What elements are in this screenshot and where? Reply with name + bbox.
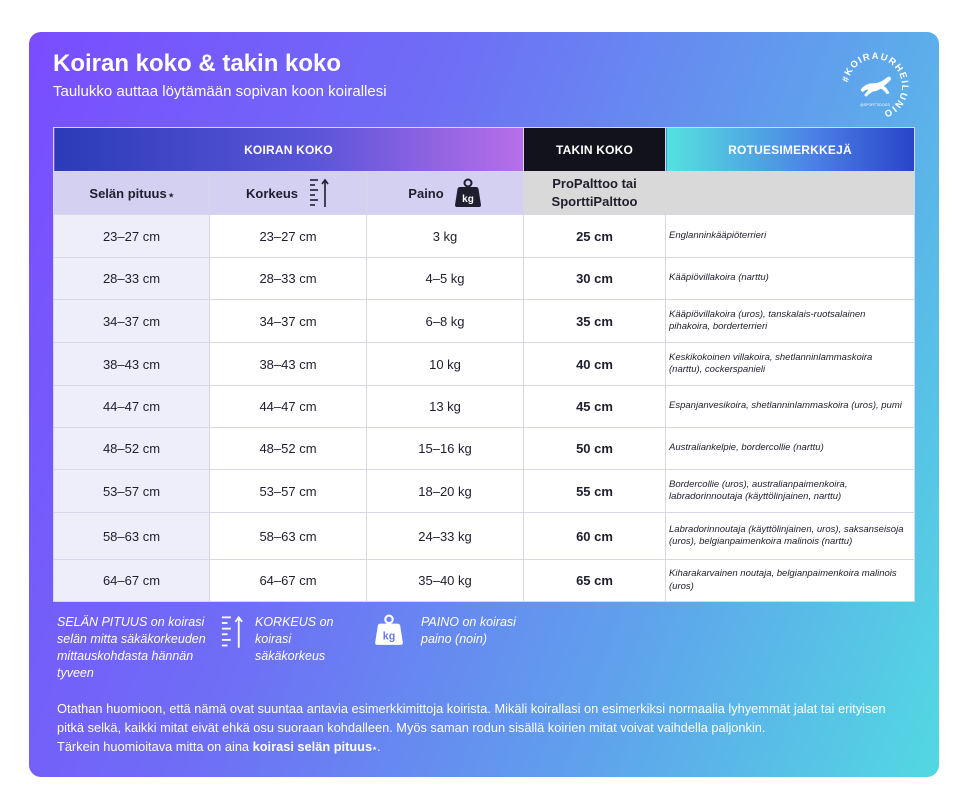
- weight-kg-legend-icon: [374, 614, 404, 646]
- back-length-cell: 48–52 cm: [54, 428, 210, 470]
- coat-size-cell: 50 cm: [524, 428, 666, 470]
- back-length-cell: 34–37 cm: [54, 300, 210, 343]
- weight-cell: 6–8 kg: [367, 300, 524, 343]
- table-row: [54, 470, 915, 513]
- breed-examples-cell: Kääpiövillakoira (narttu): [666, 258, 915, 300]
- weight-kg-icon: [454, 178, 482, 208]
- table-row: [54, 343, 915, 386]
- note-line-2: pitkä selkä, kaikki mitat eivät ehkä osu suoraan kohdalleen. Myös saman rodun sisällä koirien mitat voivat vaihdella paljonkin.: [57, 720, 766, 735]
- column-header-row: [54, 172, 915, 215]
- note-emphasis: koirasi selän pituus: [252, 739, 373, 754]
- coat-size-cell: 25 cm: [524, 215, 666, 258]
- coat-model-header: [524, 172, 666, 215]
- note-line-3-prefix: Tärkein huomioitava mitta on aina: [57, 739, 253, 754]
- height-legend: KORKEUS on koirasi säkäkorkeus: [255, 615, 334, 663]
- size-table: [53, 127, 915, 602]
- weight-icon-label: kg: [461, 194, 474, 205]
- height-header: [210, 172, 367, 215]
- table-row: [54, 300, 915, 343]
- weight-cell: 15–16 kg: [367, 428, 524, 470]
- back-length-cell: 38–43 cm: [54, 343, 210, 386]
- coat-size-cell: 55 cm: [524, 470, 666, 513]
- coat-size-cell: 60 cm: [524, 513, 666, 560]
- back-length-cell: 23–27 cm: [54, 215, 210, 258]
- height-label: Korkeus: [245, 185, 299, 201]
- weight-cell: 10 kg: [367, 343, 524, 386]
- weight-cell: 18–20 kg: [367, 470, 524, 513]
- weight-cell: 13 kg: [367, 386, 524, 428]
- running-dog-icon: [861, 77, 892, 97]
- page-title: Koiran koko & takin koko: [53, 50, 342, 77]
- logo-text: #KOIRAURHEILUNIO: [840, 50, 911, 120]
- back-length-cell: 28–33 cm: [54, 258, 210, 300]
- coat-size-header: TAKIN KOKO: [524, 128, 666, 172]
- star-icon: ⭑: [168, 189, 174, 200]
- height-cell: 58–63 cm: [210, 513, 367, 560]
- disclaimer-note: [57, 699, 917, 758]
- breed-subheader: [666, 172, 915, 215]
- weight-label: Paino: [408, 185, 444, 201]
- coat-model-label: ProPalttoo tai SporttiPalttoo: [551, 176, 638, 209]
- coat-size-cell: 45 cm: [524, 386, 666, 428]
- page-subtitle: Taulukko auttaa löytämään sopivan koon koirallesi: [53, 83, 387, 100]
- breed-examples-header: ROTUESIMERKKEJÄ: [666, 128, 915, 172]
- weight-cell: 3 kg: [367, 215, 524, 258]
- height-cell: 23–27 cm: [210, 215, 367, 258]
- back-length-label: Selän pituus: [89, 185, 167, 201]
- height-cell: 64–67 cm: [210, 560, 367, 602]
- coat-size-cell: 40 cm: [524, 343, 666, 386]
- table-row: [54, 560, 915, 602]
- height-cell: 44–47 cm: [210, 386, 367, 428]
- back-length-cell: 64–67 cm: [54, 560, 210, 602]
- breed-examples-cell: Australiankelpie, bordercollie (narttu): [666, 428, 915, 470]
- table-body: [54, 215, 915, 602]
- koiraurheilunio-logo: [839, 50, 911, 122]
- dog-size-header: KOIRAN KOKO: [54, 128, 524, 172]
- note-line-3: [57, 737, 917, 758]
- breed-examples-cell: Espanjanvesikoira, shetlanninlammaskoira (uros), pumi: [666, 386, 915, 428]
- weight-legend: PAINO on koirasi paino (noin): [421, 615, 516, 646]
- coat-size-cell: 65 cm: [524, 560, 666, 602]
- group-header-row: [54, 128, 915, 172]
- table-row: [54, 258, 915, 300]
- back-length-cell: 53–57 cm: [54, 470, 210, 513]
- note-star-icon: ⭑: [372, 743, 377, 753]
- logo-small-text: @SPORTTIDOGS: [860, 102, 890, 107]
- table-row: [54, 428, 915, 470]
- height-ruler-icon: [308, 177, 330, 209]
- breed-examples-cell: Keskikokoinen villakoira, shetlanninlammaskoira (narttu), cockerspanieli: [666, 343, 915, 386]
- table-row: [54, 513, 915, 560]
- note-line-1: Otathan huomioon, että nämä ovat suuntaa antavia esimerkkimittoja koirista. Mikäli koirallasi on esimerkiksi normaalia lyhyemmät jalat tai erityisen: [57, 701, 886, 716]
- size-guide-card: [29, 32, 939, 777]
- weight-legend-icon-label: kg: [382, 630, 396, 643]
- table-row: [54, 386, 915, 428]
- height-cell: 38–43 cm: [210, 343, 367, 386]
- height-cell: 53–57 cm: [210, 470, 367, 513]
- breed-examples-cell: Kääpiövillakoira (uros), tanskalais-ruotsalainen pihakoira, borderterrieri: [666, 300, 915, 343]
- weight-cell: 4–5 kg: [367, 258, 524, 300]
- table-row: [54, 215, 915, 258]
- coat-size-cell: 30 cm: [524, 258, 666, 300]
- weight-cell: 24–33 kg: [367, 513, 524, 560]
- breed-examples-cell: Kiharakarvainen noutaja, belgianpaimenkoira malinois (uros): [666, 560, 915, 602]
- note-line-3-suffix: .: [376, 739, 381, 754]
- breed-examples-cell: Englanninkääpiöterrieri: [666, 215, 915, 258]
- back-length-legend: SELÄN PITUUS on koirasi selän mitta säkäkorkeuden mittauskohdasta hännän tyveen: [57, 615, 206, 680]
- breed-examples-cell: Bordercollie (uros), australianpaimenkoira, labradorinnoutaja (käyttölinjainen, narttu): [666, 470, 915, 513]
- breed-examples-cell: Labradorinnoutaja (käyttölinjainen, uros), saksanseisoja (uros), belgianpaimenkoira malinois (narttu): [666, 513, 915, 560]
- height-cell: 28–33 cm: [210, 258, 367, 300]
- coat-size-cell: 35 cm: [524, 300, 666, 343]
- height-ruler-legend-icon: [219, 614, 245, 650]
- weight-header: [367, 172, 524, 215]
- height-cell: 48–52 cm: [210, 428, 367, 470]
- weight-cell: 35–40 kg: [367, 560, 524, 602]
- back-length-cell: 58–63 cm: [54, 513, 210, 560]
- back-length-header: [54, 172, 210, 215]
- height-cell: 34–37 cm: [210, 300, 367, 343]
- back-length-cell: 44–47 cm: [54, 386, 210, 428]
